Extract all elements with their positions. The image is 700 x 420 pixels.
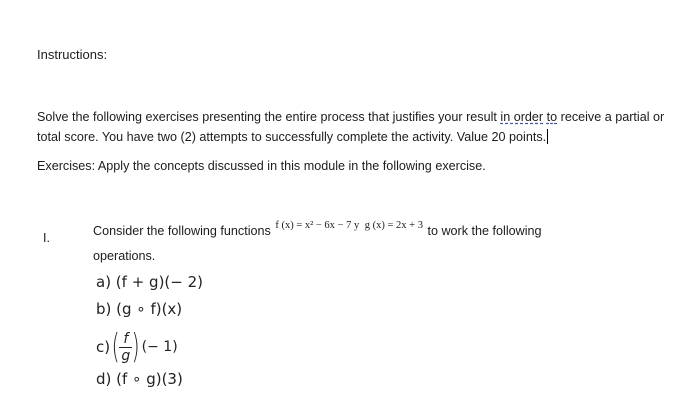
item-number: I. [43,231,50,245]
to-work-text: to work the following [427,224,542,238]
operation-c [96,327,178,367]
operation-d: d) (f ∘ g)(3) [96,370,183,388]
fraction-numerator: f [123,330,129,347]
consider-text: Consider the following functions [93,224,271,238]
fraction-denominator: g [121,347,131,364]
operation-c-tail: (− 1) [141,339,178,355]
text-cursor [547,129,548,144]
f-formula: f (x) = x² − 6x − 7 y [275,220,360,231]
operation-a: a) (f + g)(− 2) [96,273,204,291]
g-formula: g (x) = 2x + 3 [364,220,423,231]
right-paren: ) [132,327,140,367]
operations-text: operations. [93,249,156,263]
spellcheck-flag-in-order[interactable]: in order [500,110,544,124]
spellcheck-flag-to[interactable]: to [546,110,558,124]
instructions-heading: Instructions: [37,47,108,62]
operation-b: b) (g ∘ f)(x) [96,300,183,318]
paragraph-text-end: receive a partial or total score. You have two (2) attempts to successfully complete the activity. Value 20 points. [37,110,665,144]
instructions-paragraph [37,107,687,147]
operation-c-label: c) [96,338,111,356]
exercises-line: Exercises: Apply the concepts discussed in this module in the following exercise. [37,159,486,173]
left-paren: ( [111,327,120,367]
paragraph-text-start: Solve the following exercises presenting the entire process that justifies your result [37,110,501,124]
consider-line [93,220,542,238]
fraction-f-over-g [119,331,132,364]
